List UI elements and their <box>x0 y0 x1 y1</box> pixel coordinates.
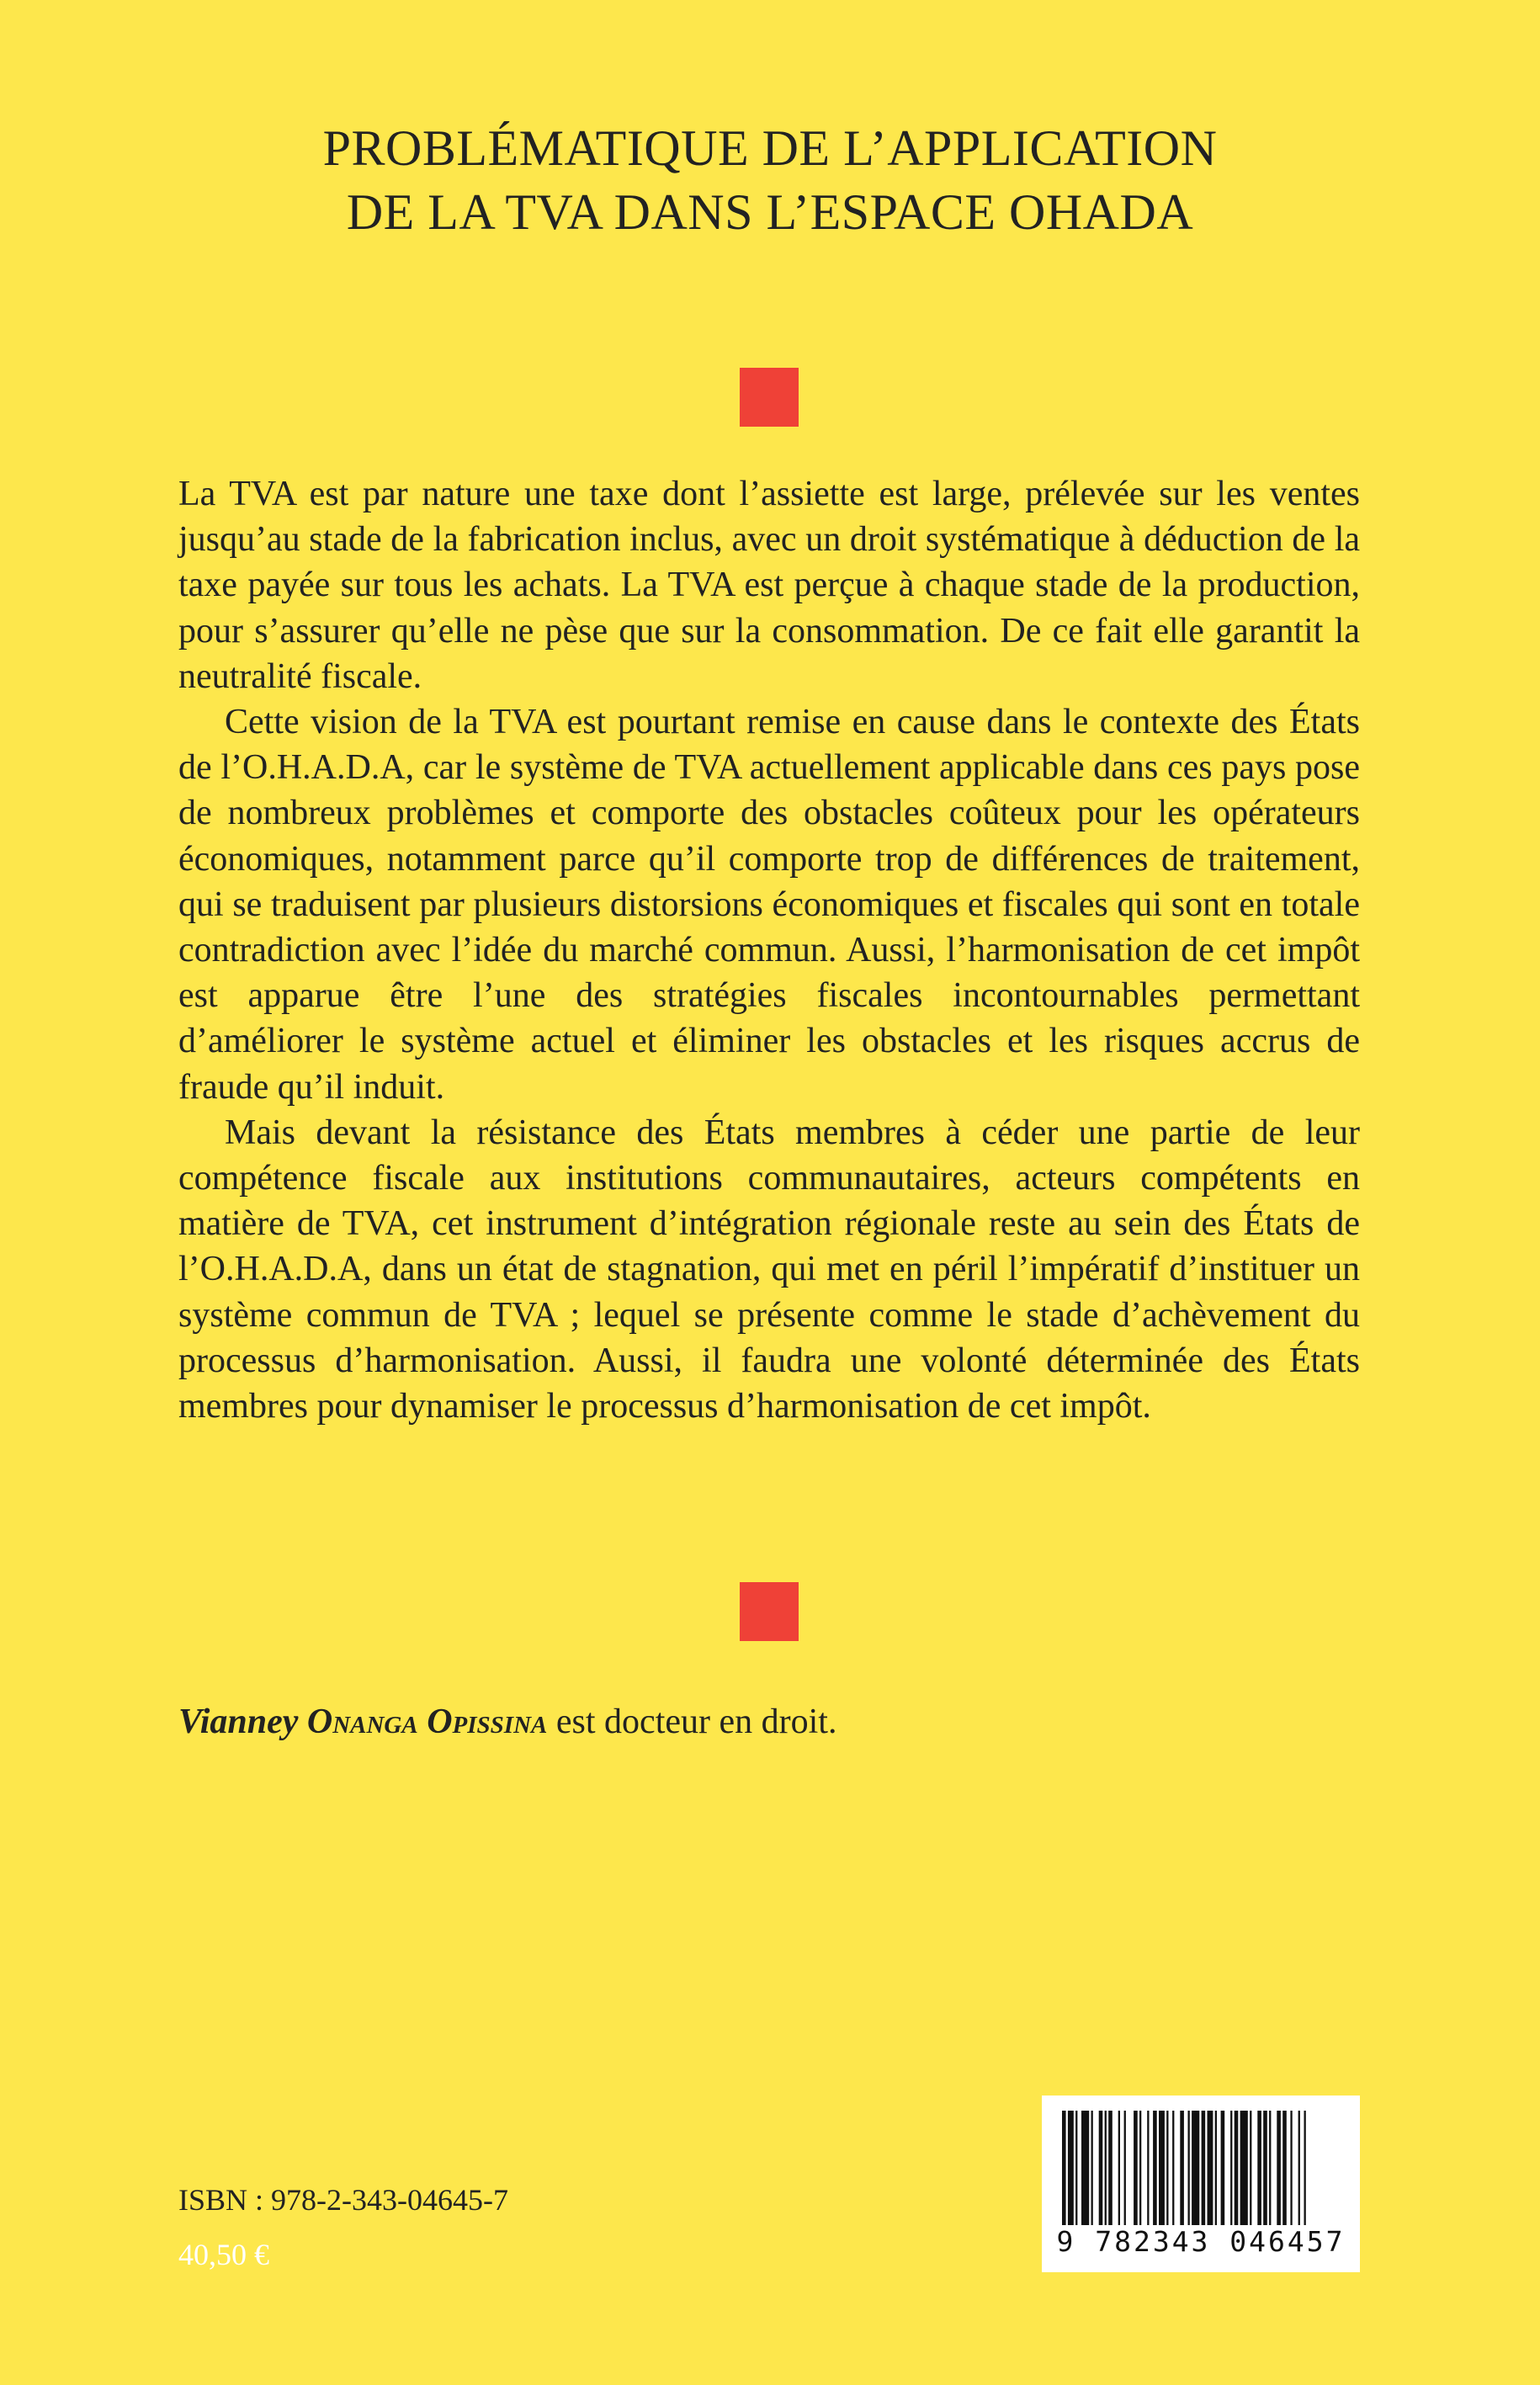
red-square-divider-top <box>740 368 799 427</box>
barcode-digits: 9 782343 046457 <box>1056 2225 1346 2258</box>
barcode-bar <box>1166 2111 1168 2225</box>
barcode-bar <box>1263 2111 1267 2225</box>
barcode-bar <box>1172 2111 1174 2225</box>
barcode-bar <box>1081 2111 1089 2225</box>
barcode-bar <box>1235 2111 1239 2225</box>
price-label: 40,50 € <box>178 2238 269 2271</box>
barcode-bars <box>1059 2111 1343 2225</box>
barcode-bar <box>1298 2111 1300 2225</box>
author-bio <box>178 1698 836 1745</box>
barcode-bar <box>1147 2111 1149 2225</box>
barcode-bar <box>1091 2111 1093 2225</box>
barcode-bar <box>1192 2111 1199 2225</box>
barcode-bar <box>1159 2111 1165 2225</box>
barcode-bar <box>1290 2111 1292 2225</box>
summary-paragraph-2: Cette vision de la TVA est pourtant remise en cause dans le contexte des États de l’O.H.A.D.A, car le système de TVA actuellement applicable dans ces pays pose de nombreux problèmes et comporte des obstacles coûteux pour les opérateurs économiques, notamment parce qu’il comporte trop de différences de traitement, qui se traduisent par plusieurs distorsions économiques et fiscales qui sont en totale contradiction avec l’idée du marché commun. Aussi, l’harmonisation de cet impôt est apparue être l’une des stratégies fiscales incontournables permettant d’améliorer le système actuel et éliminer les obstacles et les risques accrus de fraude qu’il induit. <box>178 703 1360 1107</box>
barcode-bar <box>1250 2111 1251 2225</box>
red-square-divider-bottom <box>740 1582 799 1641</box>
barcode-bar <box>1180 2111 1184 2225</box>
barcode-bar <box>1277 2111 1281 2225</box>
barcode <box>1042 2096 1360 2272</box>
author-last-name: Onanga Opissina <box>306 1702 548 1741</box>
barcode-bar <box>1202 2111 1206 2225</box>
barcode-bar <box>1139 2111 1141 2225</box>
title-line-1: PROBLÉMATIQUE DE L’APPLICATION <box>322 120 1218 176</box>
barcode-bar <box>1257 2111 1261 2225</box>
barcode-bar <box>1282 2111 1287 2225</box>
barcode-bar <box>1108 2111 1113 2225</box>
barcode-bar <box>1118 2111 1120 2225</box>
isbn-label: ISBN : 978-2-343-04645-7 <box>178 2183 508 2217</box>
title-line-2: DE LA TVA DANS L’ESPACE OHADA <box>346 184 1194 240</box>
author-bio-text: est docteur en droit. <box>555 1702 837 1741</box>
barcode-bar <box>1062 2111 1066 2225</box>
author-first-name: Vianney <box>178 1702 299 1741</box>
author-name <box>178 1702 547 1741</box>
barcode-bar <box>1221 2111 1225 2225</box>
barcode-bar <box>1124 2111 1126 2225</box>
book-title <box>0 116 1540 244</box>
barcode-bar <box>1068 2111 1074 2225</box>
barcode-bar <box>1153 2111 1157 2225</box>
barcode-bar <box>1134 2111 1138 2225</box>
barcode-bar <box>1099 2111 1103 2225</box>
barcode-bar <box>1208 2111 1213 2225</box>
barcode-bar <box>1269 2111 1271 2225</box>
book-summary <box>178 471 1360 1429</box>
barcode-bar <box>1215 2111 1217 2225</box>
barcode-bar <box>1105 2111 1107 2225</box>
barcode-bar <box>1230 2111 1232 2225</box>
barcode-bar <box>1075 2111 1077 2225</box>
barcode-bar <box>1188 2111 1190 2225</box>
barcode-bar <box>1240 2111 1248 2225</box>
barcode-bar <box>1304 2111 1306 2225</box>
summary-paragraph-1: La TVA est par nature une taxe dont l’assiette est large, prélevée sur les ventes jusqu’au stade de la fabrication inclus, avec un droit systématique à déduction de la taxe payée sur tous les achats. La TVA est perçue à chaque stade de la production, pour s’assurer qu’elle ne pèse que sur la consommation. De ce fait elle garantit la neutralité fiscale. <box>178 475 1360 696</box>
summary-paragraph-3: Mais devant la résistance des États membres à céder une partie de leur compétence fiscale aux institutions communautaires, acteurs compétents en matière de TVA, cet instrument d’intégration régionale reste au sein des États de l’O.H.A.D.A, dans un état de stagnation, qui met en péril l’impératif d’instituer un système commun de TVA ; lequel se présente comme le stade d’achèvement du processus d’harmonisation. Aussi, il faudra une volonté déterminée des États membres pour dynamiser le processus d’harmonisation de cet impôt. <box>178 1113 1360 1426</box>
